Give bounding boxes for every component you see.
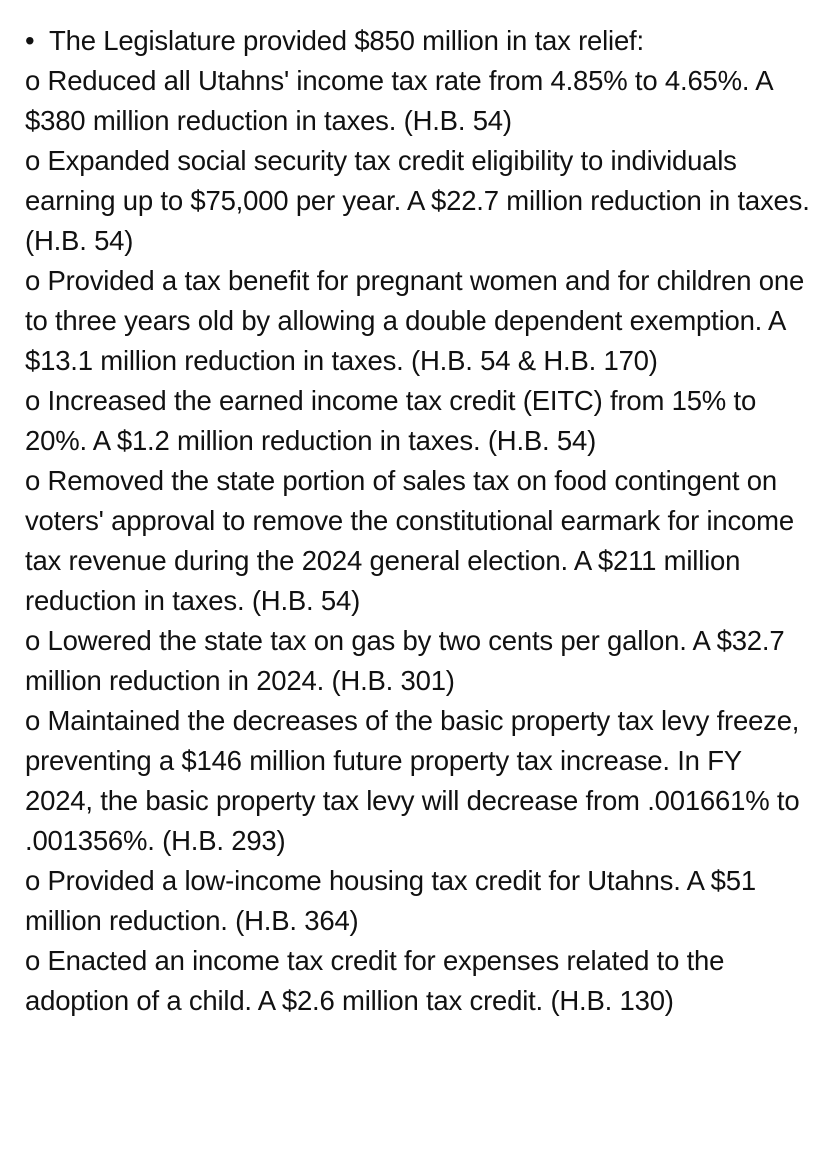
list-item: o Lowered the state tax on gas by two cents per gallon. A $32.7 million reduction in 2024. (H.B. 301) xyxy=(25,625,785,696)
heading-text: The Legislature provided $850 million in tax relief: xyxy=(49,25,644,56)
list-item: o Removed the state portion of sales tax on food contingent on voters' approval to remove the constitutional earmark for income tax revenue during the 2024 general election. A $211 million reduction in taxes. (H.B. 54) xyxy=(25,465,794,616)
bullet-icon: • xyxy=(25,25,35,56)
list-item: o Provided a tax benefit for pregnant women and for children one to three years old by allowing a double dependent exemption. A $13.1 million reduction in taxes. (H.B. 54 & H.B. 170) xyxy=(25,265,805,376)
document-body xyxy=(25,21,815,1021)
list-item: o Increased the earned income tax credit (EITC) from 15% to 20%. A $1.2 million reduction in taxes. (H.B. 54) xyxy=(25,385,757,456)
list-item: o Maintained the decreases of the basic property tax levy freeze, preventing a $146 million future property tax increase. In FY 2024, the basic property tax levy will decrease from .001661% to .001356%. (H.B. 293) xyxy=(25,705,800,856)
heading-line xyxy=(25,21,815,61)
list-item: o Provided a low-income housing tax credit for Utahns. A $51 million reduction. (H.B. 364) xyxy=(25,865,756,936)
list-item: o Reduced all Utahns' income tax rate from 4.85% to 4.65%. A $380 million reduction in taxes. (H.B. 54) xyxy=(25,65,772,136)
list-item: o Expanded social security tax credit eligibility to individuals earning up to $75,000 per year. A $22.7 million reduction in taxes. (H.B. 54) xyxy=(25,145,810,256)
list-item: o Enacted an income tax credit for expenses related to the adoption of a child. A $2.6 million tax credit. (H.B. 130) xyxy=(25,945,725,1016)
